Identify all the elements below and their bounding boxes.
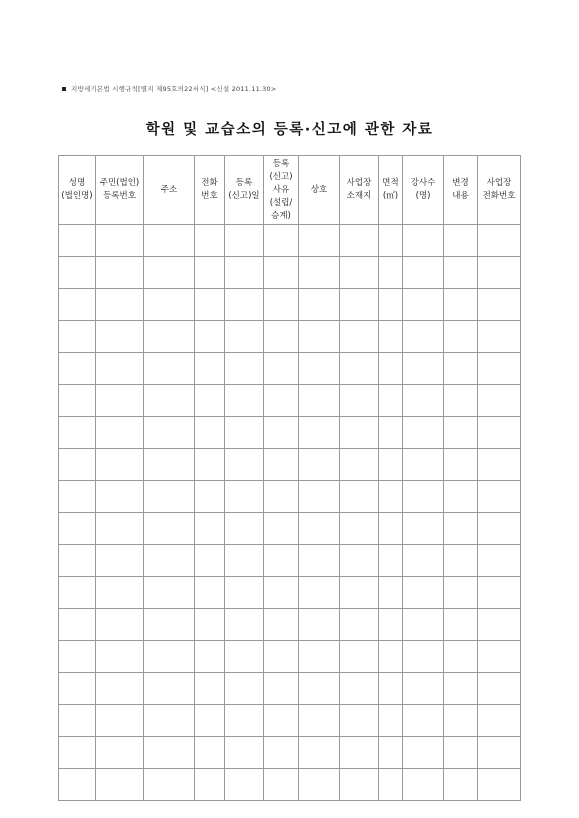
table-cell[interactable] xyxy=(403,353,444,385)
table-cell[interactable] xyxy=(478,609,521,641)
table-cell[interactable] xyxy=(379,769,403,801)
table-cell[interactable] xyxy=(478,481,521,513)
table-cell[interactable] xyxy=(195,449,225,481)
table-cell[interactable] xyxy=(379,513,403,545)
table-cell[interactable] xyxy=(299,417,340,449)
table-cell[interactable] xyxy=(264,481,299,513)
table-cell[interactable] xyxy=(264,641,299,673)
table-cell[interactable] xyxy=(225,513,264,545)
table-cell[interactable] xyxy=(59,673,96,705)
col-header-business-phone: 사업장 전화번호 xyxy=(478,156,521,225)
table-cell[interactable] xyxy=(59,289,96,321)
table-cell[interactable] xyxy=(478,257,521,289)
document-title: 학원 및 교습소의 등록·신고에 관한 자료 xyxy=(145,122,434,138)
table-row xyxy=(59,289,521,321)
table-cell[interactable] xyxy=(379,609,403,641)
table-cell[interactable] xyxy=(144,257,195,289)
table-cell[interactable] xyxy=(96,257,144,289)
table-cell[interactable] xyxy=(444,545,478,577)
table-cell[interactable] xyxy=(444,417,478,449)
table-cell[interactable] xyxy=(299,737,340,769)
table-cell[interactable] xyxy=(444,641,478,673)
table-cell[interactable] xyxy=(379,321,403,353)
table-cell[interactable] xyxy=(195,225,225,257)
col-header-trade-name: 상호 xyxy=(299,156,340,225)
table-cell[interactable] xyxy=(195,481,225,513)
table-cell[interactable] xyxy=(379,481,403,513)
table-cell[interactable] xyxy=(444,225,478,257)
table-cell[interactable] xyxy=(195,641,225,673)
table-row xyxy=(59,609,521,641)
table-cell[interactable] xyxy=(96,641,144,673)
table-cell[interactable] xyxy=(478,641,521,673)
table-cell[interactable] xyxy=(59,705,96,737)
table-cell[interactable] xyxy=(59,545,96,577)
table-cell[interactable] xyxy=(144,289,195,321)
table-row xyxy=(59,257,521,289)
table-cell[interactable] xyxy=(264,353,299,385)
table-cell[interactable] xyxy=(264,673,299,705)
table-cell[interactable] xyxy=(96,481,144,513)
table-cell[interactable] xyxy=(96,417,144,449)
table-cell[interactable] xyxy=(195,737,225,769)
table-row xyxy=(59,705,521,737)
table-cell[interactable] xyxy=(144,225,195,257)
table-cell[interactable] xyxy=(144,641,195,673)
table-cell[interactable] xyxy=(144,385,195,417)
table-cell[interactable] xyxy=(59,417,96,449)
table-cell[interactable] xyxy=(96,609,144,641)
table-cell[interactable] xyxy=(144,673,195,705)
table-cell[interactable] xyxy=(225,577,264,609)
table-cell[interactable] xyxy=(444,321,478,353)
table-cell[interactable] xyxy=(225,385,264,417)
form-reference-note xyxy=(62,84,277,93)
table-row xyxy=(59,481,521,513)
table-cell[interactable] xyxy=(96,225,144,257)
table-cell[interactable] xyxy=(340,353,379,385)
table-row xyxy=(59,737,521,769)
table-cell[interactable] xyxy=(144,321,195,353)
table-cell[interactable] xyxy=(59,257,96,289)
table-cell[interactable] xyxy=(379,353,403,385)
table-cell[interactable] xyxy=(299,289,340,321)
table-cell[interactable] xyxy=(195,385,225,417)
table-cell[interactable] xyxy=(340,225,379,257)
table-cell[interactable] xyxy=(340,321,379,353)
table-cell[interactable] xyxy=(96,737,144,769)
table-cell[interactable] xyxy=(59,769,96,801)
table-cell[interactable] xyxy=(403,257,444,289)
table-cell[interactable] xyxy=(96,577,144,609)
table-cell[interactable] xyxy=(96,321,144,353)
table-cell[interactable] xyxy=(340,545,379,577)
table-cell[interactable] xyxy=(379,673,403,705)
table-cell[interactable] xyxy=(478,449,521,481)
table-cell[interactable] xyxy=(144,353,195,385)
table-cell[interactable] xyxy=(340,257,379,289)
table-cell[interactable] xyxy=(478,673,521,705)
table-row xyxy=(59,385,521,417)
table-cell[interactable] xyxy=(225,545,264,577)
table-cell[interactable] xyxy=(264,417,299,449)
table-cell[interactable] xyxy=(195,577,225,609)
table-cell[interactable] xyxy=(195,257,225,289)
table-cell[interactable] xyxy=(195,289,225,321)
table-cell[interactable] xyxy=(444,513,478,545)
table-cell[interactable] xyxy=(144,609,195,641)
col-header-area: 면적 (㎡) xyxy=(379,156,403,225)
table-cell[interactable] xyxy=(379,257,403,289)
table-row xyxy=(59,769,521,801)
table-cell[interactable] xyxy=(225,769,264,801)
col-header-change-details: 변경 내용 xyxy=(444,156,478,225)
table-cell[interactable] xyxy=(264,737,299,769)
table-row xyxy=(59,641,521,673)
table-cell[interactable] xyxy=(96,289,144,321)
table-row xyxy=(59,449,521,481)
table-cell[interactable] xyxy=(379,417,403,449)
table-cell[interactable] xyxy=(225,321,264,353)
table-cell[interactable] xyxy=(340,737,379,769)
table-cell[interactable] xyxy=(264,609,299,641)
table-cell[interactable] xyxy=(340,609,379,641)
col-header-address: 주소 xyxy=(144,156,195,225)
table-cell[interactable] xyxy=(225,641,264,673)
header-row xyxy=(59,156,521,225)
table-cell[interactable] xyxy=(444,257,478,289)
table-cell[interactable] xyxy=(225,449,264,481)
table-cell[interactable] xyxy=(225,705,264,737)
table-cell[interactable] xyxy=(379,289,403,321)
table-cell[interactable] xyxy=(264,513,299,545)
table-cell[interactable] xyxy=(264,545,299,577)
table-cell[interactable] xyxy=(444,577,478,609)
table-cell[interactable] xyxy=(340,769,379,801)
table-cell[interactable] xyxy=(340,705,379,737)
table-cell[interactable] xyxy=(403,417,444,449)
table-cell[interactable] xyxy=(299,769,340,801)
table-cell[interactable] xyxy=(264,769,299,801)
table-cell[interactable] xyxy=(444,353,478,385)
table-cell[interactable] xyxy=(444,769,478,801)
table-cell[interactable] xyxy=(264,321,299,353)
table-cell[interactable] xyxy=(478,513,521,545)
table-cell[interactable] xyxy=(195,609,225,641)
table-cell[interactable] xyxy=(195,705,225,737)
table-cell[interactable] xyxy=(264,705,299,737)
table-cell[interactable] xyxy=(379,577,403,609)
table-cell[interactable] xyxy=(96,769,144,801)
table-cell[interactable] xyxy=(59,353,96,385)
table-cell[interactable] xyxy=(379,225,403,257)
table-cell[interactable] xyxy=(96,385,144,417)
square-bullet-icon xyxy=(62,87,66,91)
table-cell[interactable] xyxy=(478,225,521,257)
table-cell[interactable] xyxy=(144,545,195,577)
table-cell[interactable] xyxy=(225,417,264,449)
table-cell[interactable] xyxy=(340,289,379,321)
table-cell[interactable] xyxy=(195,769,225,801)
table-cell[interactable] xyxy=(195,673,225,705)
table-cell[interactable] xyxy=(340,513,379,545)
col-header-name: 성명 (법인명) xyxy=(59,156,96,225)
table-cell[interactable] xyxy=(195,353,225,385)
table-cell[interactable] xyxy=(225,609,264,641)
table-cell[interactable] xyxy=(299,705,340,737)
table-cell[interactable] xyxy=(195,321,225,353)
table-cell[interactable] xyxy=(59,481,96,513)
table-cell[interactable] xyxy=(478,769,521,801)
table-row xyxy=(59,417,521,449)
table-cell[interactable] xyxy=(59,321,96,353)
table-cell[interactable] xyxy=(225,481,264,513)
table-cell[interactable] xyxy=(225,353,264,385)
table-cell[interactable] xyxy=(478,737,521,769)
table-cell[interactable] xyxy=(403,321,444,353)
table-cell[interactable] xyxy=(379,385,403,417)
table-cell[interactable] xyxy=(144,705,195,737)
table-cell[interactable] xyxy=(379,449,403,481)
table-cell[interactable] xyxy=(403,289,444,321)
table-row xyxy=(59,321,521,353)
table-cell[interactable] xyxy=(340,417,379,449)
table-row xyxy=(59,545,521,577)
table-cell[interactable] xyxy=(299,481,340,513)
table-cell[interactable] xyxy=(444,481,478,513)
table-cell[interactable] xyxy=(264,257,299,289)
table-cell[interactable] xyxy=(299,609,340,641)
table-cell[interactable] xyxy=(299,673,340,705)
col-header-registration-date: 등록 (신고)일 xyxy=(225,156,264,225)
table-cell[interactable] xyxy=(403,481,444,513)
table-cell[interactable] xyxy=(299,577,340,609)
table-cell[interactable] xyxy=(340,577,379,609)
table-cell[interactable] xyxy=(403,609,444,641)
table-cell[interactable] xyxy=(403,737,444,769)
col-header-registration-number: 주민(법인) 등록번호 xyxy=(96,156,144,225)
table-cell[interactable] xyxy=(444,385,478,417)
table-cell[interactable] xyxy=(403,705,444,737)
table-cell[interactable] xyxy=(403,673,444,705)
data-table xyxy=(58,155,521,801)
table-cell[interactable] xyxy=(403,225,444,257)
table-row xyxy=(59,577,521,609)
table-cell[interactable] xyxy=(299,641,340,673)
table-cell[interactable] xyxy=(195,545,225,577)
table-cell[interactable] xyxy=(195,417,225,449)
table-cell[interactable] xyxy=(299,449,340,481)
table-cell[interactable] xyxy=(340,385,379,417)
table-cell[interactable] xyxy=(144,417,195,449)
table-cell[interactable] xyxy=(144,769,195,801)
table-cell[interactable] xyxy=(299,385,340,417)
form-reference-text: 지방세기본법 시행규칙[별지 제95호의22서식] <신설 2011.11.30> xyxy=(71,85,277,93)
table-cell[interactable] xyxy=(225,737,264,769)
table-cell[interactable] xyxy=(403,513,444,545)
table-cell[interactable] xyxy=(264,385,299,417)
table-cell[interactable] xyxy=(299,353,340,385)
table-cell[interactable] xyxy=(444,673,478,705)
table-cell[interactable] xyxy=(59,449,96,481)
table-cell[interactable] xyxy=(96,545,144,577)
table-cell[interactable] xyxy=(96,705,144,737)
table-cell[interactable] xyxy=(478,705,521,737)
col-header-registration-reason: 등록 (신고) 사유 (설립/ 승계) xyxy=(264,156,299,225)
table-cell[interactable] xyxy=(379,641,403,673)
table-cell[interactable] xyxy=(379,705,403,737)
table-cell[interactable] xyxy=(403,449,444,481)
table-cell[interactable] xyxy=(340,449,379,481)
table-cell[interactable] xyxy=(299,225,340,257)
table-cell[interactable] xyxy=(403,385,444,417)
table-cell[interactable] xyxy=(340,481,379,513)
table-cell[interactable] xyxy=(225,257,264,289)
col-header-phone: 전화 번호 xyxy=(195,156,225,225)
table-cell[interactable] xyxy=(195,513,225,545)
table-cell[interactable] xyxy=(403,769,444,801)
table-cell[interactable] xyxy=(264,225,299,257)
table-cell[interactable] xyxy=(379,545,403,577)
table-cell[interactable] xyxy=(59,577,96,609)
table-row xyxy=(59,673,521,705)
table-cell[interactable] xyxy=(144,481,195,513)
table-cell[interactable] xyxy=(264,449,299,481)
table-cell[interactable] xyxy=(59,737,96,769)
table-cell[interactable] xyxy=(59,609,96,641)
table-cell[interactable] xyxy=(340,673,379,705)
table-cell[interactable] xyxy=(403,641,444,673)
table-cell[interactable] xyxy=(403,545,444,577)
table-cell[interactable] xyxy=(144,737,195,769)
table-cell[interactable] xyxy=(444,609,478,641)
table-cell[interactable] xyxy=(299,257,340,289)
table-cell[interactable] xyxy=(478,545,521,577)
table-cell[interactable] xyxy=(478,321,521,353)
table-row xyxy=(59,353,521,385)
table-cell[interactable] xyxy=(264,577,299,609)
table-row xyxy=(59,513,521,545)
table-cell[interactable] xyxy=(96,513,144,545)
table-cell[interactable] xyxy=(59,513,96,545)
table-cell[interactable] xyxy=(444,449,478,481)
table-cell[interactable] xyxy=(96,673,144,705)
table-cell[interactable] xyxy=(225,225,264,257)
table-cell[interactable] xyxy=(144,449,195,481)
table-cell[interactable] xyxy=(299,513,340,545)
table-cell[interactable] xyxy=(59,385,96,417)
table-cell[interactable] xyxy=(340,641,379,673)
table-cell[interactable] xyxy=(379,737,403,769)
table-row xyxy=(59,225,521,257)
table-cell[interactable] xyxy=(478,417,521,449)
table-cell[interactable] xyxy=(478,385,521,417)
col-header-instructor-count: 강사수 (명) xyxy=(403,156,444,225)
table-cell[interactable] xyxy=(225,673,264,705)
table-cell[interactable] xyxy=(444,705,478,737)
table-cell[interactable] xyxy=(144,577,195,609)
table-cell[interactable] xyxy=(59,641,96,673)
table-cell[interactable] xyxy=(299,545,340,577)
table-cell[interactable] xyxy=(264,289,299,321)
table-cell[interactable] xyxy=(299,321,340,353)
col-header-business-location: 사업장 소재지 xyxy=(340,156,379,225)
table-cell[interactable] xyxy=(59,225,96,257)
table-cell[interactable] xyxy=(144,513,195,545)
table-body xyxy=(59,225,521,801)
table-cell[interactable] xyxy=(478,289,521,321)
table-cell[interactable] xyxy=(225,289,264,321)
table-cell[interactable] xyxy=(403,577,444,609)
table-cell[interactable] xyxy=(444,289,478,321)
table-cell[interactable] xyxy=(478,577,521,609)
table-cell[interactable] xyxy=(478,353,521,385)
table-cell[interactable] xyxy=(96,353,144,385)
table-cell[interactable] xyxy=(444,737,478,769)
table-cell[interactable] xyxy=(96,449,144,481)
